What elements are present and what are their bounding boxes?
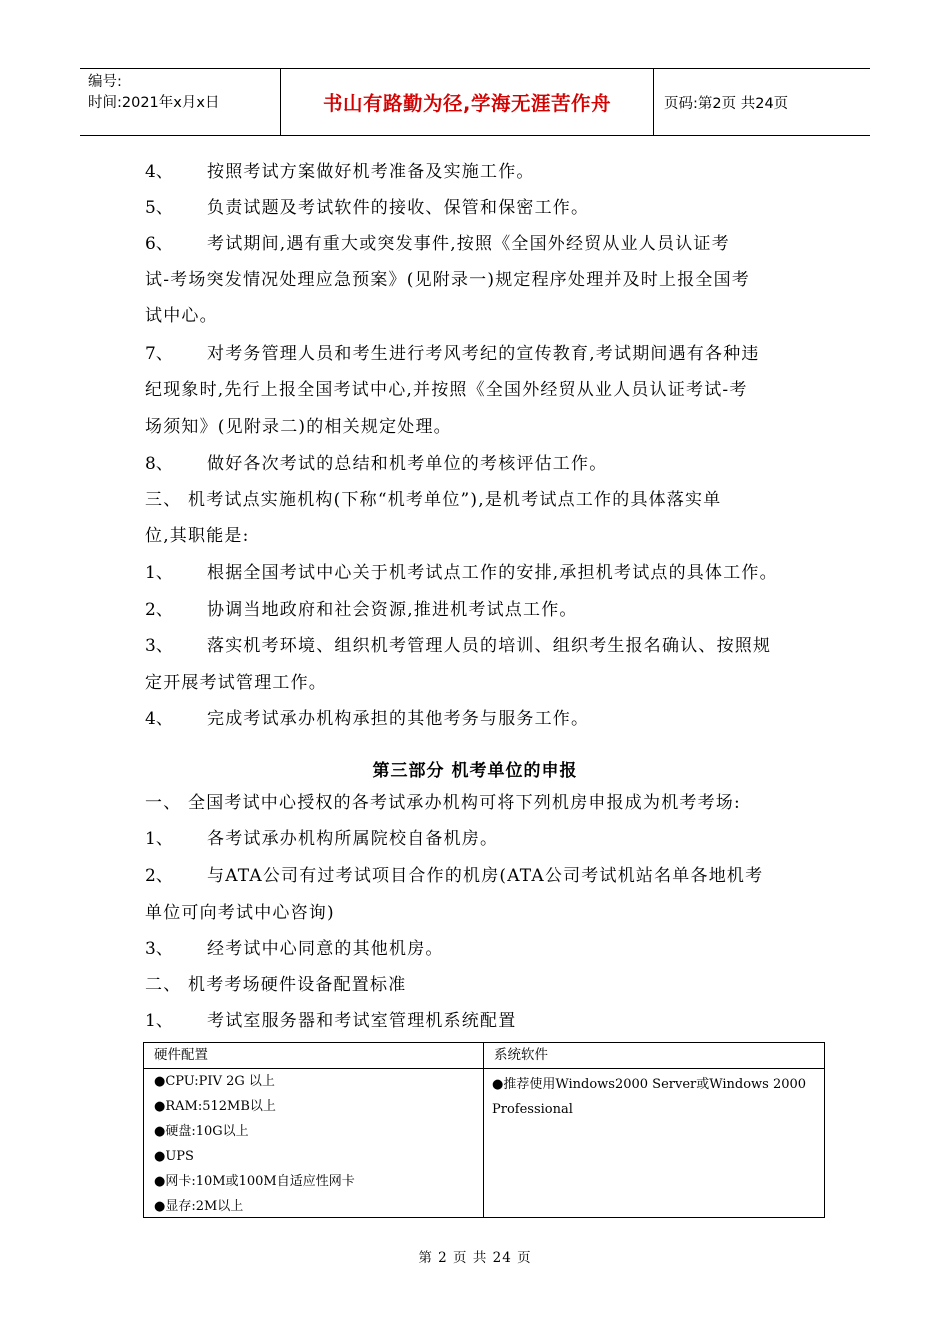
item-number: 7、 bbox=[145, 344, 173, 364]
paragraph-line bbox=[145, 416, 452, 438]
software-recommendation: ●推荐使用Windows2000 Server或Windows 2000 Professional bbox=[492, 1077, 807, 1117]
paragraph-line bbox=[145, 599, 578, 621]
line-text: 负责试题及考试软件的接收、保管和保密工作。 bbox=[207, 198, 590, 218]
page-footer: 第 2 页 共 24 页 bbox=[418, 1250, 532, 1266]
software-column-header: 系统软件 bbox=[484, 1043, 824, 1069]
line-text: 落实机考环境、组织机考管理人员的培训、组织考生报名确认、按照规 bbox=[207, 636, 772, 656]
item-number: 2、 bbox=[145, 600, 173, 620]
hardware-item: ●硬盘:10G以上 bbox=[154, 1124, 249, 1139]
line-text: 做好各次考试的总结和机考单位的考核评估工作。 bbox=[207, 454, 608, 474]
hardware-list bbox=[144, 1069, 483, 1222]
line-text: 经考试中心同意的其他机房。 bbox=[207, 939, 444, 959]
paragraph-line bbox=[145, 1010, 516, 1032]
item-number: 4、 bbox=[145, 709, 173, 729]
paragraph-line bbox=[145, 828, 498, 850]
paragraph-line bbox=[145, 792, 741, 814]
line-text: 按照考试方案做好机考准备及实施工作。 bbox=[207, 162, 535, 182]
line-text: 与ATA公司有过考试项目合作的机房(ATA公司考试机站名单各地机考 bbox=[207, 866, 764, 886]
line-text: 三、 机考试点实施机构(下称“机考单位”),是机考试点工作的具体落实单 bbox=[145, 490, 722, 510]
paragraph-line bbox=[145, 865, 763, 887]
paragraph-line bbox=[145, 974, 406, 996]
line-text: 试中心。 bbox=[145, 306, 218, 326]
item-number: 3、 bbox=[145, 636, 173, 656]
hardware-item: ●显存:2M以上 bbox=[154, 1199, 244, 1214]
paragraph-line bbox=[145, 525, 250, 547]
hardware-item: ●CPU:PIV 2G 以上 bbox=[154, 1074, 275, 1089]
line-text: 完成考试承办机构承担的其他考务与服务工作。 bbox=[207, 709, 590, 729]
paragraph-line bbox=[145, 343, 760, 365]
paragraph-line bbox=[145, 197, 589, 219]
line-text: 纪现象时,先行上报全国考试中心,并按照《全国外经贸从业人员认证考试-考 bbox=[145, 380, 748, 400]
paragraph-line bbox=[145, 489, 721, 511]
line-text: 单位可向考试中心咨询) bbox=[145, 903, 335, 923]
paragraph-line bbox=[145, 379, 748, 401]
line-text: 位,其职能是: bbox=[145, 526, 250, 546]
item-number: 8、 bbox=[145, 454, 173, 474]
line-text: 考试室服务器和考试室管理机系统配置 bbox=[207, 1011, 517, 1031]
hardware-column bbox=[144, 1043, 484, 1217]
line-text: 根据全国考试中心关于机考试点工作的安排,承担机考试点的具体工作。 bbox=[207, 563, 778, 583]
header-meta bbox=[80, 69, 281, 135]
line-text: 二、 机考考场硬件设备配置标准 bbox=[145, 975, 407, 995]
hardware-column-header: 硬件配置 bbox=[144, 1043, 483, 1069]
item-number: 2、 bbox=[145, 866, 173, 886]
hardware-item: ●RAM:512MB以上 bbox=[154, 1099, 276, 1114]
paragraph-line bbox=[145, 233, 730, 255]
paragraph-line bbox=[145, 453, 607, 475]
item-number: 4、 bbox=[145, 162, 173, 182]
item-number: 6、 bbox=[145, 234, 173, 254]
item-number: 5、 bbox=[145, 198, 173, 218]
line-text: 对考务管理人员和考生进行考风考纪的宣传教育,考试期间遇有各种违 bbox=[207, 344, 760, 364]
item-number: 1、 bbox=[145, 1011, 173, 1031]
document-time-label: 时间:2021年x月x日 bbox=[88, 95, 220, 111]
paragraph-line bbox=[145, 269, 750, 291]
paragraph-line bbox=[145, 305, 218, 327]
paragraph-line bbox=[145, 635, 771, 657]
item-number: 3、 bbox=[145, 939, 173, 959]
hardware-item: ●网卡:10M或100M自适应性网卡 bbox=[154, 1174, 355, 1189]
paragraph-line bbox=[145, 708, 589, 730]
paragraph-line bbox=[145, 562, 778, 584]
line-text: 考试期间,遇有重大或突发事件,按照《全国外经贸从业人员认证考 bbox=[207, 234, 730, 254]
document-header bbox=[80, 68, 870, 136]
section-heading: 第三部分 机考单位的申报 bbox=[372, 761, 578, 781]
document-number-label: 编号: bbox=[88, 74, 122, 90]
hardware-config-table bbox=[143, 1042, 825, 1218]
item-number: 1、 bbox=[145, 829, 173, 849]
paragraph-line bbox=[145, 902, 335, 924]
header-page-info: 页码:第2页 共24页 bbox=[664, 95, 789, 112]
paragraph-line bbox=[145, 672, 327, 694]
line-text: 协调当地政府和社会资源,推进机考试点工作。 bbox=[207, 600, 578, 620]
software-column bbox=[484, 1043, 824, 1217]
line-text: 各考试承办机构所属院校自备机房。 bbox=[207, 829, 499, 849]
item-number: 1、 bbox=[145, 563, 173, 583]
line-text: 一、 全国考试中心授权的各考试承办机构可将下列机房申报成为机考考场: bbox=[145, 793, 741, 813]
line-text: 试-考场突发情况处理应急预案》(见附录一)规定程序处理并及时上报全国考 bbox=[145, 270, 751, 290]
paragraph-line bbox=[145, 938, 444, 960]
line-text: 场须知》(见附录二)的相关规定处理。 bbox=[145, 417, 452, 437]
header-motto: 书山有路勤为径,学海无涯苦作舟 bbox=[323, 92, 611, 115]
header-motto-cell bbox=[281, 69, 654, 135]
line-text: 定开展考试管理工作。 bbox=[145, 673, 327, 693]
hardware-item: ●UPS bbox=[154, 1149, 194, 1164]
paragraph-line bbox=[145, 161, 535, 183]
